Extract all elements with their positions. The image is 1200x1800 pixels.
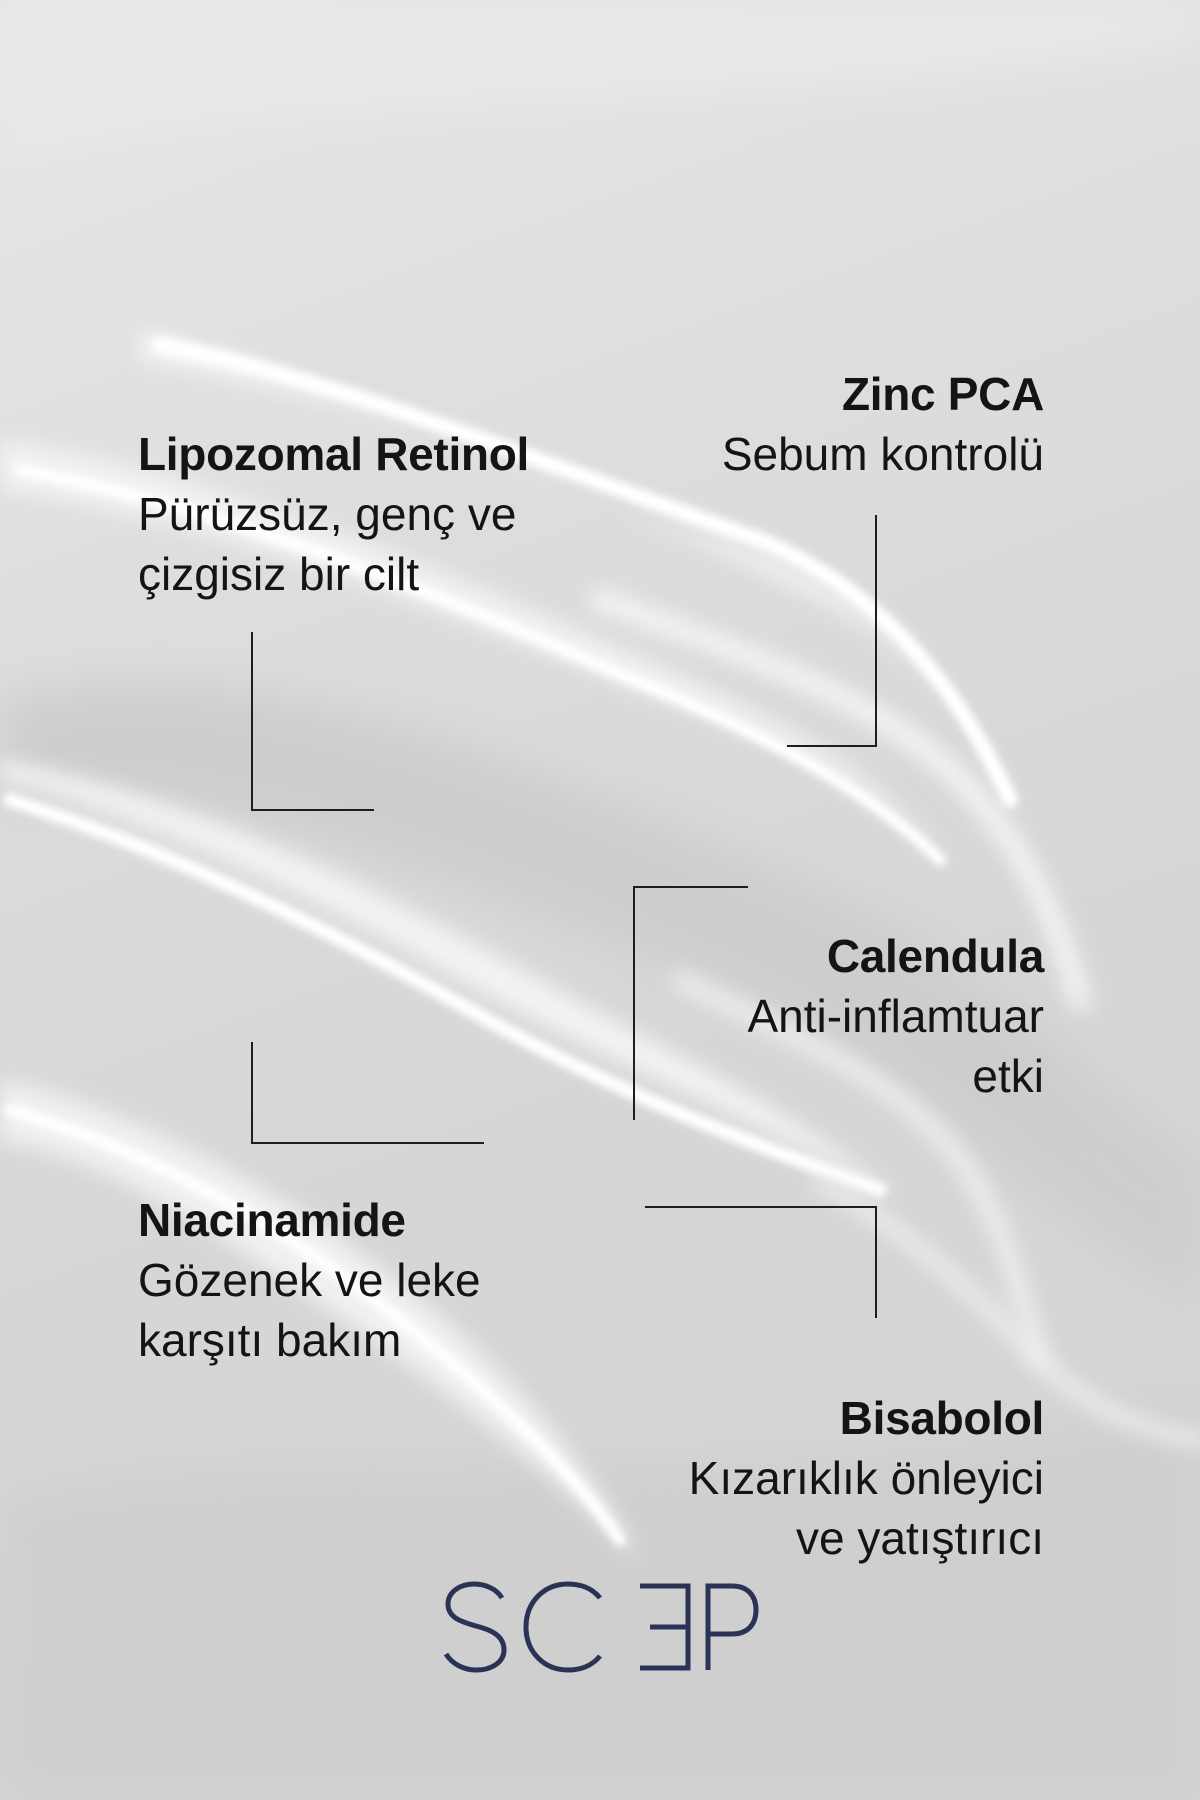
ingredient-name: Lipozomal Retinol — [138, 428, 529, 480]
ingredient-description: Gözenek ve leke karşıtı bakım — [138, 1254, 481, 1366]
ingredient-name: Calendula — [826, 930, 1044, 982]
ingredient-description: Sebum kontrolü — [721, 428, 1044, 480]
bracket-line — [645, 1206, 877, 1318]
ingredient-name: Bisabolol — [839, 1392, 1044, 1444]
ingredient-bisabolol — [689, 1388, 1044, 1568]
bracket-line — [633, 886, 748, 1120]
ingredient-zinc-pca — [722, 364, 1044, 484]
bracket-line — [251, 632, 374, 811]
bracket-line — [787, 515, 877, 747]
ingredient-description: Anti-inflamtuar etki — [747, 990, 1044, 1102]
ingredient-niacinamide — [138, 1190, 481, 1370]
brand-logo — [440, 1578, 760, 1674]
ingredient-name: Zinc PCA — [841, 368, 1044, 420]
ingredient-lipozomal-retinol — [138, 424, 529, 604]
ingredient-description: Pürüzsüz, genç ve çizgisiz bir cilt — [138, 488, 517, 600]
bracket-line — [251, 1042, 484, 1144]
ingredient-description: Kızarıklık önleyici ve yatıştırıcı — [688, 1452, 1044, 1564]
ingredient-calendula — [747, 926, 1044, 1106]
ingredient-name: Niacinamide — [138, 1194, 406, 1246]
